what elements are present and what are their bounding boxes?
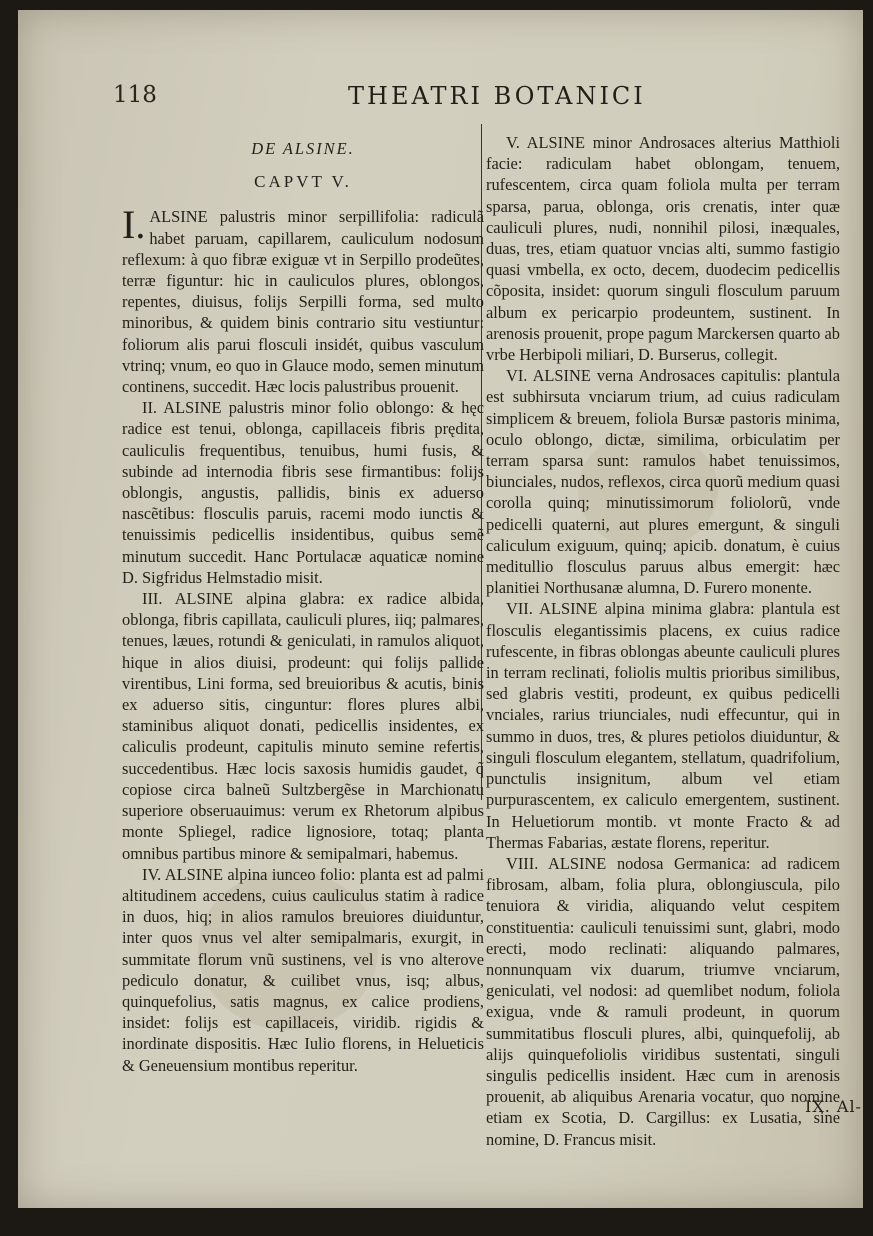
chapter-title: CAPVT V. [254, 172, 352, 192]
entry-paragraph: II. ALSINE palustris minor folio oblongo: & hęc radice est tenui, oblonga, capillaceis fibris prędita, cauliculis frequentibus, tenuibus, humi fusis, & subinde ad internodia fibris sese firmantibus: folijs oblongis, angustis, pallidis, binis ex aduerso nascẽtibus: flosculis paruis, racemi modo iunctis & tenuissimis pedicellis insidentibus, quibus semẽ minutum succedit. Hanc Portulacæ aquaticæ nomine D. Sigfridus Helmstadio misit. [122, 398, 484, 587]
catchword: IX. Al- [805, 1097, 862, 1116]
page-number: 118 [113, 82, 157, 108]
entry-paragraph: VIII. ALSINE nodosa Germanica: ad radicem fibrosam, albam, folia plura, oblongiuscula, pilo tenuiora & viridia, aliquando velut cespitem constituentia: cauliculi tenuissimi sunt, glabri, modo erecti, modo reclinati: aliquando palmares, nonnunquam vix duarum, triumve vnciarum, geniculati, vel nodosi: ad quemlibet nodum, foliola exigua, vnde & ramuli prodeunt, in quorum summitatibus flosculi plures, albi, quinquefolij, ab alijs quinquefoliolis viridibus sustentati, singuli singulis pedicellis insident. Hæc cum in arenosis prouenit, ab aliquibus Arenaria vocatur, quo nomine etiam ex Scotia, D. Cargillus: ex Lusatia, sine nomine, D. Francus misit. [486, 853, 840, 1149]
entry-paragraph: VII. ALSINE alpina minima glabra: plantula est flosculis elegantissimis placens, ex cuius radice rufescente, in fibras oblongas abeunte cauliculi plures in terram reclinati, foliolis multis prioribus similibus, sed glabris vestiti, prodeunt, ex quibus pedicelli vnciales, rarius triunciales, nudi effecuntur, qui in summo in duos, tres, & plures petiolos diuiduntur, & singuli flosculum elegantem, stellatum, quadrifolium, punctulis insignitum, album vel etiam purpurascentem, ex caliculo emergentem, sustinent. In Heluetiorum montib. vt monte Fracto & ad Thermas Fabarias, æstate florens, reperitur. [486, 599, 840, 852]
entry-paragraph: III. ALSINE alpina glabra: ex radice albida, oblonga, fibris capillata, cauliculi plures, iiq; palmares, tenues, læues, rotundi & geniculati, in ramulos aliquot, hique in alios diuisi, prodeunt: qui folijs pallide virentibus, Lini forma, sed breuioribus & acutis, binis ex aduerso sitis, cinguntur: flores plures albi, staminibus aliquot donati, pedicellis insidentes, ex caliculis prodeunt, capitulis minuto semine refertis, succedentibus. Hæc locis saxosis humidis gaudet, q̃ copiose circa balneũ Sultzbergẽse in Marchionatu superiore obseruauimus: verum ex Rhetorum alpibus monte Spliegel, radice lignosiore, totaq; planta omnibus partibus minore & semipalmari, habemus. [122, 589, 484, 863]
section-title: DE ALSINE. [251, 139, 355, 158]
entry-paragraph: IV. ALSINE alpina iunceo folio: planta est ad palmi altitudinem accedens, cuius cauliculus statim à radice in duos, hiq; in alios ramulos breuiores diuiduntur, inter quos vnus vel alter semipalmaris, exurgit, in summitate florum vnũ sustinens, vel is vno alterove pediculo donatur, & cuilibet vnus, isq; albus, quinquefolius, satis magnus, ex calice prodiens, insidet: folijs est capillaceis, viridib. rigidis & inordinate dispositis. Hæc Iulio florens, in Helueticis & Geneuensium montibus reperitur. [122, 864, 484, 1075]
running-title: THEATRI BOTANICI [348, 82, 646, 110]
entry-paragraph: V. ALSINE minor Androsaces alterius Matthioli facie: radiculam habet oblongam, tenuem, rufescentem, circa quam foliola multa per terram sparsa, parua, oblonga, oris crenatis, inter quæ cauliculi plures, nudi, nonnihil pilosi, inæquales, duas, tres, etiam quatuor vncias alti, summo fastigio quasi vmbella, ex octo, decem, duodecim pedicellis cõposita, insidet: quorum singuli flosculum paruum album ex pericarpio prodeuntem, sustinent. In arenosis prouenit, prope pagum Marckersen quarto ab vrbe Herbipoli miliari, D. Burserus, collegit. [486, 133, 840, 365]
book-page [18, 10, 863, 1208]
right-column [486, 132, 840, 1150]
left-column [122, 132, 484, 1076]
entry-paragraph: VI. ALSINE verna Androsaces capitulis: plantula est subhirsuta vnciarum trium, ad cuius radiculam simplicem & breuem, foliola Bursæ pastoris minima, oculo oblongo, dictæ, similima, orbiculatim per terram sparsa sunt: ramulos habet tenuissimos, biunciales, nudos, reflexos, circa quorũ medium quasi corolla quinq; minutissimorum foliolorũ, vnde pedicelli quaterni, aut plures emergunt, & singuli caliculum exiguum, quinq; apicib. donatum, è cuius meditullio flosculus paruus albus emergit: hæc planitiei Northusanæ alumna, D. Furero monente. [486, 366, 840, 598]
entry-paragraph: I.ALSINE palustris minor serpillifolia: radiculã habet paruam, capillarem, cauliculum nodosum reflexum: à quo fibræ exiguæ vt in Serpillo prodeũtes, terræ figuntur: hic in cauliculos plures, oblongos, repentes, diuisus, folijs Serpilli forma, sed multo minoribus, & quidem binis contrario situ vestiuntur: foliorum alis parui flosculi insidét, quibus vasculum vtrinq; vnum, eo quo in Glauce modo, semen minutum continens, succedit. Hæc locis palustribus prouenit. [122, 202, 484, 397]
page-header [113, 78, 773, 118]
